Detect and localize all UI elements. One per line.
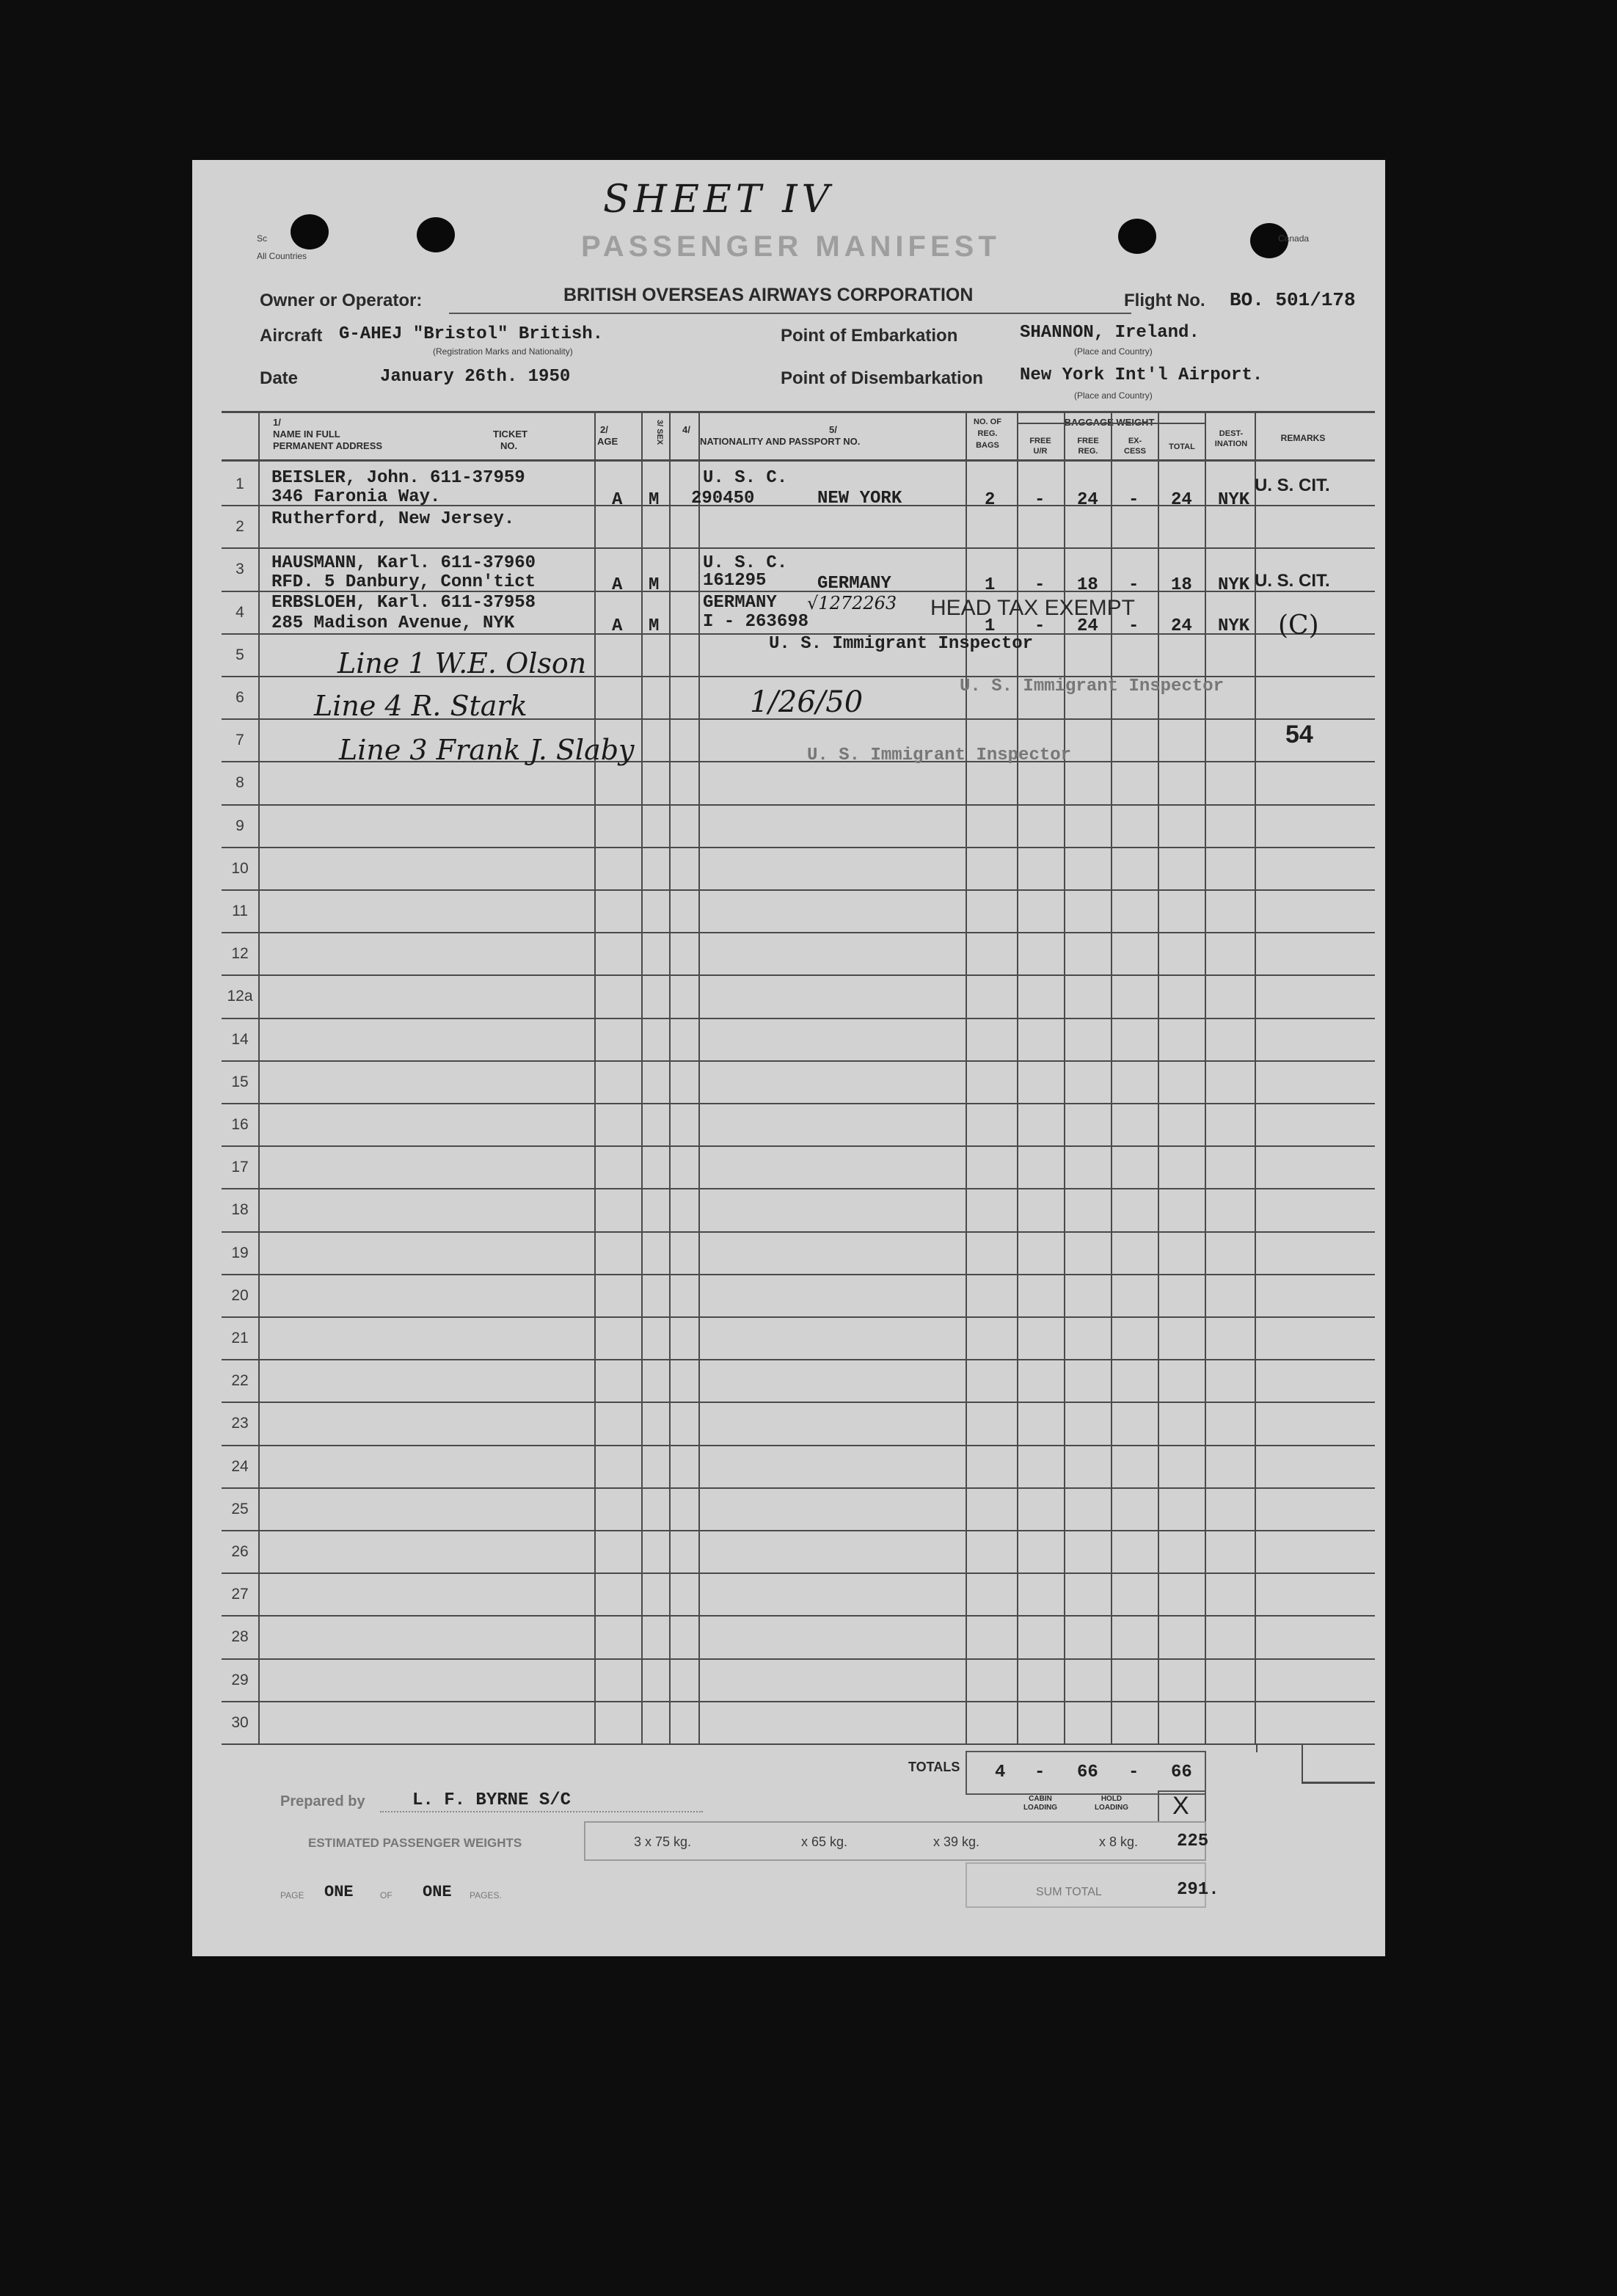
passenger-excess: - <box>1128 575 1139 595</box>
table-rule <box>222 1530 1375 1531</box>
table-rule <box>222 1701 1375 1702</box>
col-header-address: PERMANENT ADDRESS <box>273 440 383 451</box>
totals-free-reg: 66 <box>1077 1763 1098 1782</box>
table-rule <box>222 1274 1375 1275</box>
col-header-sex: 3/ SEX <box>655 420 664 445</box>
table-rule <box>222 932 1375 933</box>
col-header-ticket-no: NO. <box>500 440 518 451</box>
passenger-free-reg: 18 <box>1077 575 1098 595</box>
passenger-nationality: U. S. C. <box>703 553 788 573</box>
table-rule <box>669 411 671 1743</box>
handwritten-date: 1/26/50 <box>750 685 864 719</box>
row-number: 2 <box>236 518 244 536</box>
row-number: 25 <box>231 1500 249 1517</box>
flight-value: BO. 501/178 <box>1230 289 1356 311</box>
date-label: Date <box>260 368 299 388</box>
passenger-free-reg: 24 <box>1077 490 1098 510</box>
passenger-passport: I - 263698 <box>703 612 809 632</box>
row-number: 14 <box>231 1030 249 1048</box>
col-header-excess: CESS <box>1124 447 1146 456</box>
row-number: 17 <box>231 1159 249 1176</box>
col-header-age: AGE <box>597 436 618 447</box>
corner-note: Canada <box>1278 233 1310 244</box>
table-rule <box>222 1359 1375 1360</box>
row-number: 3 <box>236 561 244 578</box>
totals-label: TOTALS <box>908 1760 960 1774</box>
handwritten-note: Line 4 R. Stark <box>314 690 528 722</box>
table-rule <box>222 411 1375 413</box>
col-header-nationality: NATIONALITY AND PASSPORT NO. <box>700 436 861 447</box>
weight-infant: x 39 kg. <box>933 1834 980 1849</box>
row-number: 26 <box>231 1543 249 1560</box>
of-value: ONE <box>423 1883 452 1901</box>
row-number: 10 <box>231 859 249 877</box>
col-header-num: 1/ <box>273 417 281 428</box>
col-header-name: NAME IN FULL <box>273 429 340 440</box>
passenger-age: A <box>612 490 623 510</box>
handwritten-note: Line 1 W.E. Olson <box>337 647 587 679</box>
table-rule <box>222 1060 1375 1062</box>
cabin-loading-label: LOADING <box>1023 1804 1058 1812</box>
sum-total-value: 291. <box>1177 1880 1219 1900</box>
row-number: 9 <box>236 817 244 834</box>
row-number: 6 <box>236 689 244 706</box>
col-header-free-reg: FREE <box>1077 437 1099 445</box>
table-rule <box>222 1188 1375 1189</box>
inspector-stamp: U. S. Immigrant Inspector <box>807 746 1072 765</box>
hold-loading-label: LOADING <box>1094 1804 1129 1812</box>
embarkation-subnote: (Place and Country) <box>1074 346 1153 357</box>
row-number: 12a <box>227 988 253 1005</box>
punch-hole <box>417 217 455 252</box>
table-rule <box>1205 411 1206 1743</box>
col-header-remarks: REMARKS <box>1280 433 1326 443</box>
punch-hole <box>1118 219 1156 254</box>
table-rule <box>222 1402 1375 1403</box>
inspector-stamp: U. S. Immigrant Inspector <box>769 634 1034 654</box>
row-number: 11 <box>232 903 248 919</box>
col-header-destination: INATION <box>1214 440 1248 448</box>
col-header-nat-num: 4/ <box>682 424 690 435</box>
loading-mark: X <box>1172 1792 1189 1820</box>
passenger-sex: M <box>649 616 660 636</box>
row-number: 30 <box>231 1713 249 1731</box>
table-rule <box>222 1145 1375 1147</box>
passport-issued: NEW YORK <box>817 489 902 509</box>
embarkation-label: Point of Embarkation <box>781 326 958 346</box>
passenger-bags: 2 <box>985 490 996 510</box>
table-rule <box>222 459 1375 462</box>
embarkation-value: SHANNON, Ireland. <box>1020 323 1200 343</box>
col-header-bags: BAGS <box>976 441 999 450</box>
row-number: 4 <box>236 603 244 621</box>
passenger-nationality: U. S. C. <box>703 468 788 488</box>
passenger-excess: - <box>1128 490 1139 510</box>
row-number: 22 <box>231 1372 249 1390</box>
row-number: 18 <box>231 1201 249 1219</box>
row-number: 23 <box>231 1415 249 1432</box>
cabin-loading-label: CABIN <box>1029 1795 1052 1803</box>
table-rule <box>222 1018 1375 1019</box>
col-header-ticket: TICKET <box>493 429 528 440</box>
weight-child: x 65 kg. <box>801 1834 848 1849</box>
passport-issued: GERMANY <box>817 574 891 594</box>
passenger-passport: 161295 <box>703 571 767 591</box>
sum-total-label: SUM TOTAL <box>1036 1886 1102 1898</box>
date-value: January 26th. 1950 <box>380 367 571 387</box>
row-number: 27 <box>231 1586 249 1603</box>
row-number: 19 <box>231 1244 249 1261</box>
passenger-destination: NYK <box>1218 616 1250 636</box>
table-rule <box>1158 411 1159 1743</box>
row-number: 16 <box>231 1116 249 1133</box>
weight-bags: x 8 kg. <box>1099 1834 1139 1849</box>
passenger-destination: NYK <box>1218 490 1250 510</box>
passenger-address: 346 Faronia Way. <box>271 487 441 507</box>
punch-hole <box>291 214 329 249</box>
table-rule <box>222 1572 1375 1574</box>
passenger-destination: NYK <box>1218 575 1250 595</box>
row-number: 7 <box>236 732 244 749</box>
estimated-weights-label: ESTIMATED PASSENGER WEIGHTS <box>308 1836 522 1850</box>
manifest-sheet <box>192 160 1385 1956</box>
passenger-passport: 290450 <box>691 489 755 509</box>
table-rule <box>222 1445 1375 1446</box>
passenger-address: RFD. 5 Danbury, Conn'tict <box>271 572 536 592</box>
passenger-free-ur: - <box>1034 490 1045 510</box>
passenger-bags: 1 <box>985 616 996 636</box>
passenger-total: 24 <box>1171 490 1192 510</box>
table-rule <box>1255 411 1256 1743</box>
totals-excess: - <box>1128 1763 1139 1782</box>
col-header-destination: DEST- <box>1219 429 1244 438</box>
aircraft-value: G-AHEJ "Bristol" British. <box>339 324 604 344</box>
form-title: PASSENGER MANIFEST <box>581 230 1001 263</box>
row-number: 21 <box>231 1330 249 1346</box>
pages-label: PAGES. <box>470 1890 502 1900</box>
hold-loading-label: HOLD <box>1100 1795 1123 1803</box>
table-rule <box>222 974 1375 976</box>
passenger-total: 24 <box>1171 616 1192 636</box>
table-rule <box>222 804 1375 806</box>
passenger-address: 285 Madison Avenue, NYK <box>271 613 515 633</box>
passenger-total: 18 <box>1171 575 1192 595</box>
of-label: OF <box>380 1890 393 1900</box>
passenger-free-reg: 24 <box>1077 616 1098 636</box>
table-rule <box>222 1316 1375 1318</box>
passenger-age: A <box>612 575 623 595</box>
flight-label: Flight No. <box>1124 291 1205 310</box>
col-header-free-ur: U/R <box>1033 447 1048 456</box>
col-header-bags: NO. OF <box>974 418 1001 426</box>
weight-adult: 3 x 75 kg. <box>634 1834 692 1849</box>
owner-underline <box>449 313 1131 314</box>
table-rule <box>222 1615 1375 1617</box>
col-header-bags: REG. <box>977 429 998 438</box>
page-value: ONE <box>324 1883 354 1901</box>
col-header-excess: EX- <box>1128 437 1142 445</box>
col-header-free-ur: FREE <box>1029 437 1051 445</box>
corner-note: Sc <box>257 233 268 244</box>
passenger-address: Rutherford, New Jersey. <box>271 509 515 529</box>
row-number: 8 <box>236 774 244 792</box>
passenger-name: HAUSMANN, Karl. 611-37960 <box>271 553 536 573</box>
table-rule <box>222 547 1375 549</box>
sum-total-box <box>966 1862 1206 1908</box>
prepared-label: Prepared by <box>280 1793 365 1810</box>
table-rule <box>258 411 260 1743</box>
row-number: 24 <box>231 1457 249 1475</box>
passenger-excess: - <box>1128 616 1139 636</box>
table-rule <box>641 411 643 1743</box>
totals-total: 66 <box>1171 1763 1192 1782</box>
disembarkation-value: New York Int'l Airport. <box>1020 365 1263 385</box>
passenger-sex: M <box>649 490 660 510</box>
passenger-remarks: (C) <box>1278 611 1319 641</box>
table-rule <box>1256 1743 1258 1752</box>
prepared-value: L. F. BYRNE S/C <box>412 1790 572 1810</box>
row-number: 20 <box>231 1286 249 1304</box>
count-note: 54 <box>1285 721 1313 748</box>
table-rule <box>594 411 596 1743</box>
col-header-pass-num: 5/ <box>829 424 837 435</box>
estimated-total: 225 <box>1177 1832 1209 1851</box>
owner-value: BRITISH OVERSEAS AIRWAYS CORPORATION <box>563 285 974 305</box>
col-header-free-reg: REG. <box>1078 447 1098 456</box>
corner-note: All Countries <box>257 251 307 261</box>
table-rule <box>222 1658 1375 1660</box>
handwritten-sheet-title: SHEET IV <box>603 178 834 222</box>
passenger-remarks: U. S. CIT. <box>1255 571 1330 591</box>
head-tax-stamp: HEAD TAX EXEMPT <box>930 596 1135 620</box>
handwritten-note: Line 3 Frank J. Slaby <box>339 734 635 766</box>
passenger-age: A <box>612 616 623 636</box>
totals-bags: 4 <box>995 1763 1006 1782</box>
passenger-sex: M <box>649 575 660 595</box>
col-header-total: TOTAL <box>1169 442 1195 451</box>
passenger-bags: 1 <box>985 575 996 595</box>
table-rule <box>222 1231 1375 1233</box>
table-rule <box>222 1103 1375 1104</box>
passenger-remarks: U. S. CIT. <box>1255 475 1330 495</box>
row-number: 29 <box>231 1671 249 1688</box>
row-number: 28 <box>231 1628 249 1646</box>
table-rule <box>222 847 1375 848</box>
passenger-free-ur: - <box>1034 616 1045 636</box>
disembarkation-label: Point of Disembarkation <box>781 368 984 388</box>
page-label: PAGE <box>280 1890 304 1900</box>
passenger-name: ERBSLOEH, Karl. 611-37958 <box>271 593 536 613</box>
prepared-underline <box>380 1811 703 1812</box>
passenger-nationality: GERMANY <box>703 593 777 613</box>
row-number: 5 <box>236 646 244 663</box>
disembarkation-subnote: (Place and Country) <box>1074 390 1153 401</box>
table-rule <box>222 1487 1375 1489</box>
totals-free-ur: - <box>1034 1763 1045 1782</box>
row-number: 1 <box>236 475 244 492</box>
table-rule <box>222 889 1375 891</box>
table-rule <box>698 411 700 1743</box>
table-rule <box>222 1743 1375 1745</box>
row-number: 12 <box>231 945 249 963</box>
aircraft-subnote: (Registration Marks and Nationality) <box>433 346 573 357</box>
table-rule <box>1302 1743 1303 1783</box>
inspector-stamp: U. S. Immigrant Inspector <box>960 677 1224 696</box>
row-number: 15 <box>231 1073 249 1090</box>
passenger-name: BEISLER, John. 611-37959 <box>271 468 525 488</box>
passenger-free-ur: - <box>1034 575 1045 595</box>
col-header-age-num: 2/ <box>600 424 608 435</box>
owner-label: Owner or Operator: <box>260 291 423 310</box>
stamp-number: √1272263 <box>807 593 897 613</box>
aircraft-label: Aircraft <box>260 326 323 346</box>
table-rule <box>1302 1782 1375 1784</box>
